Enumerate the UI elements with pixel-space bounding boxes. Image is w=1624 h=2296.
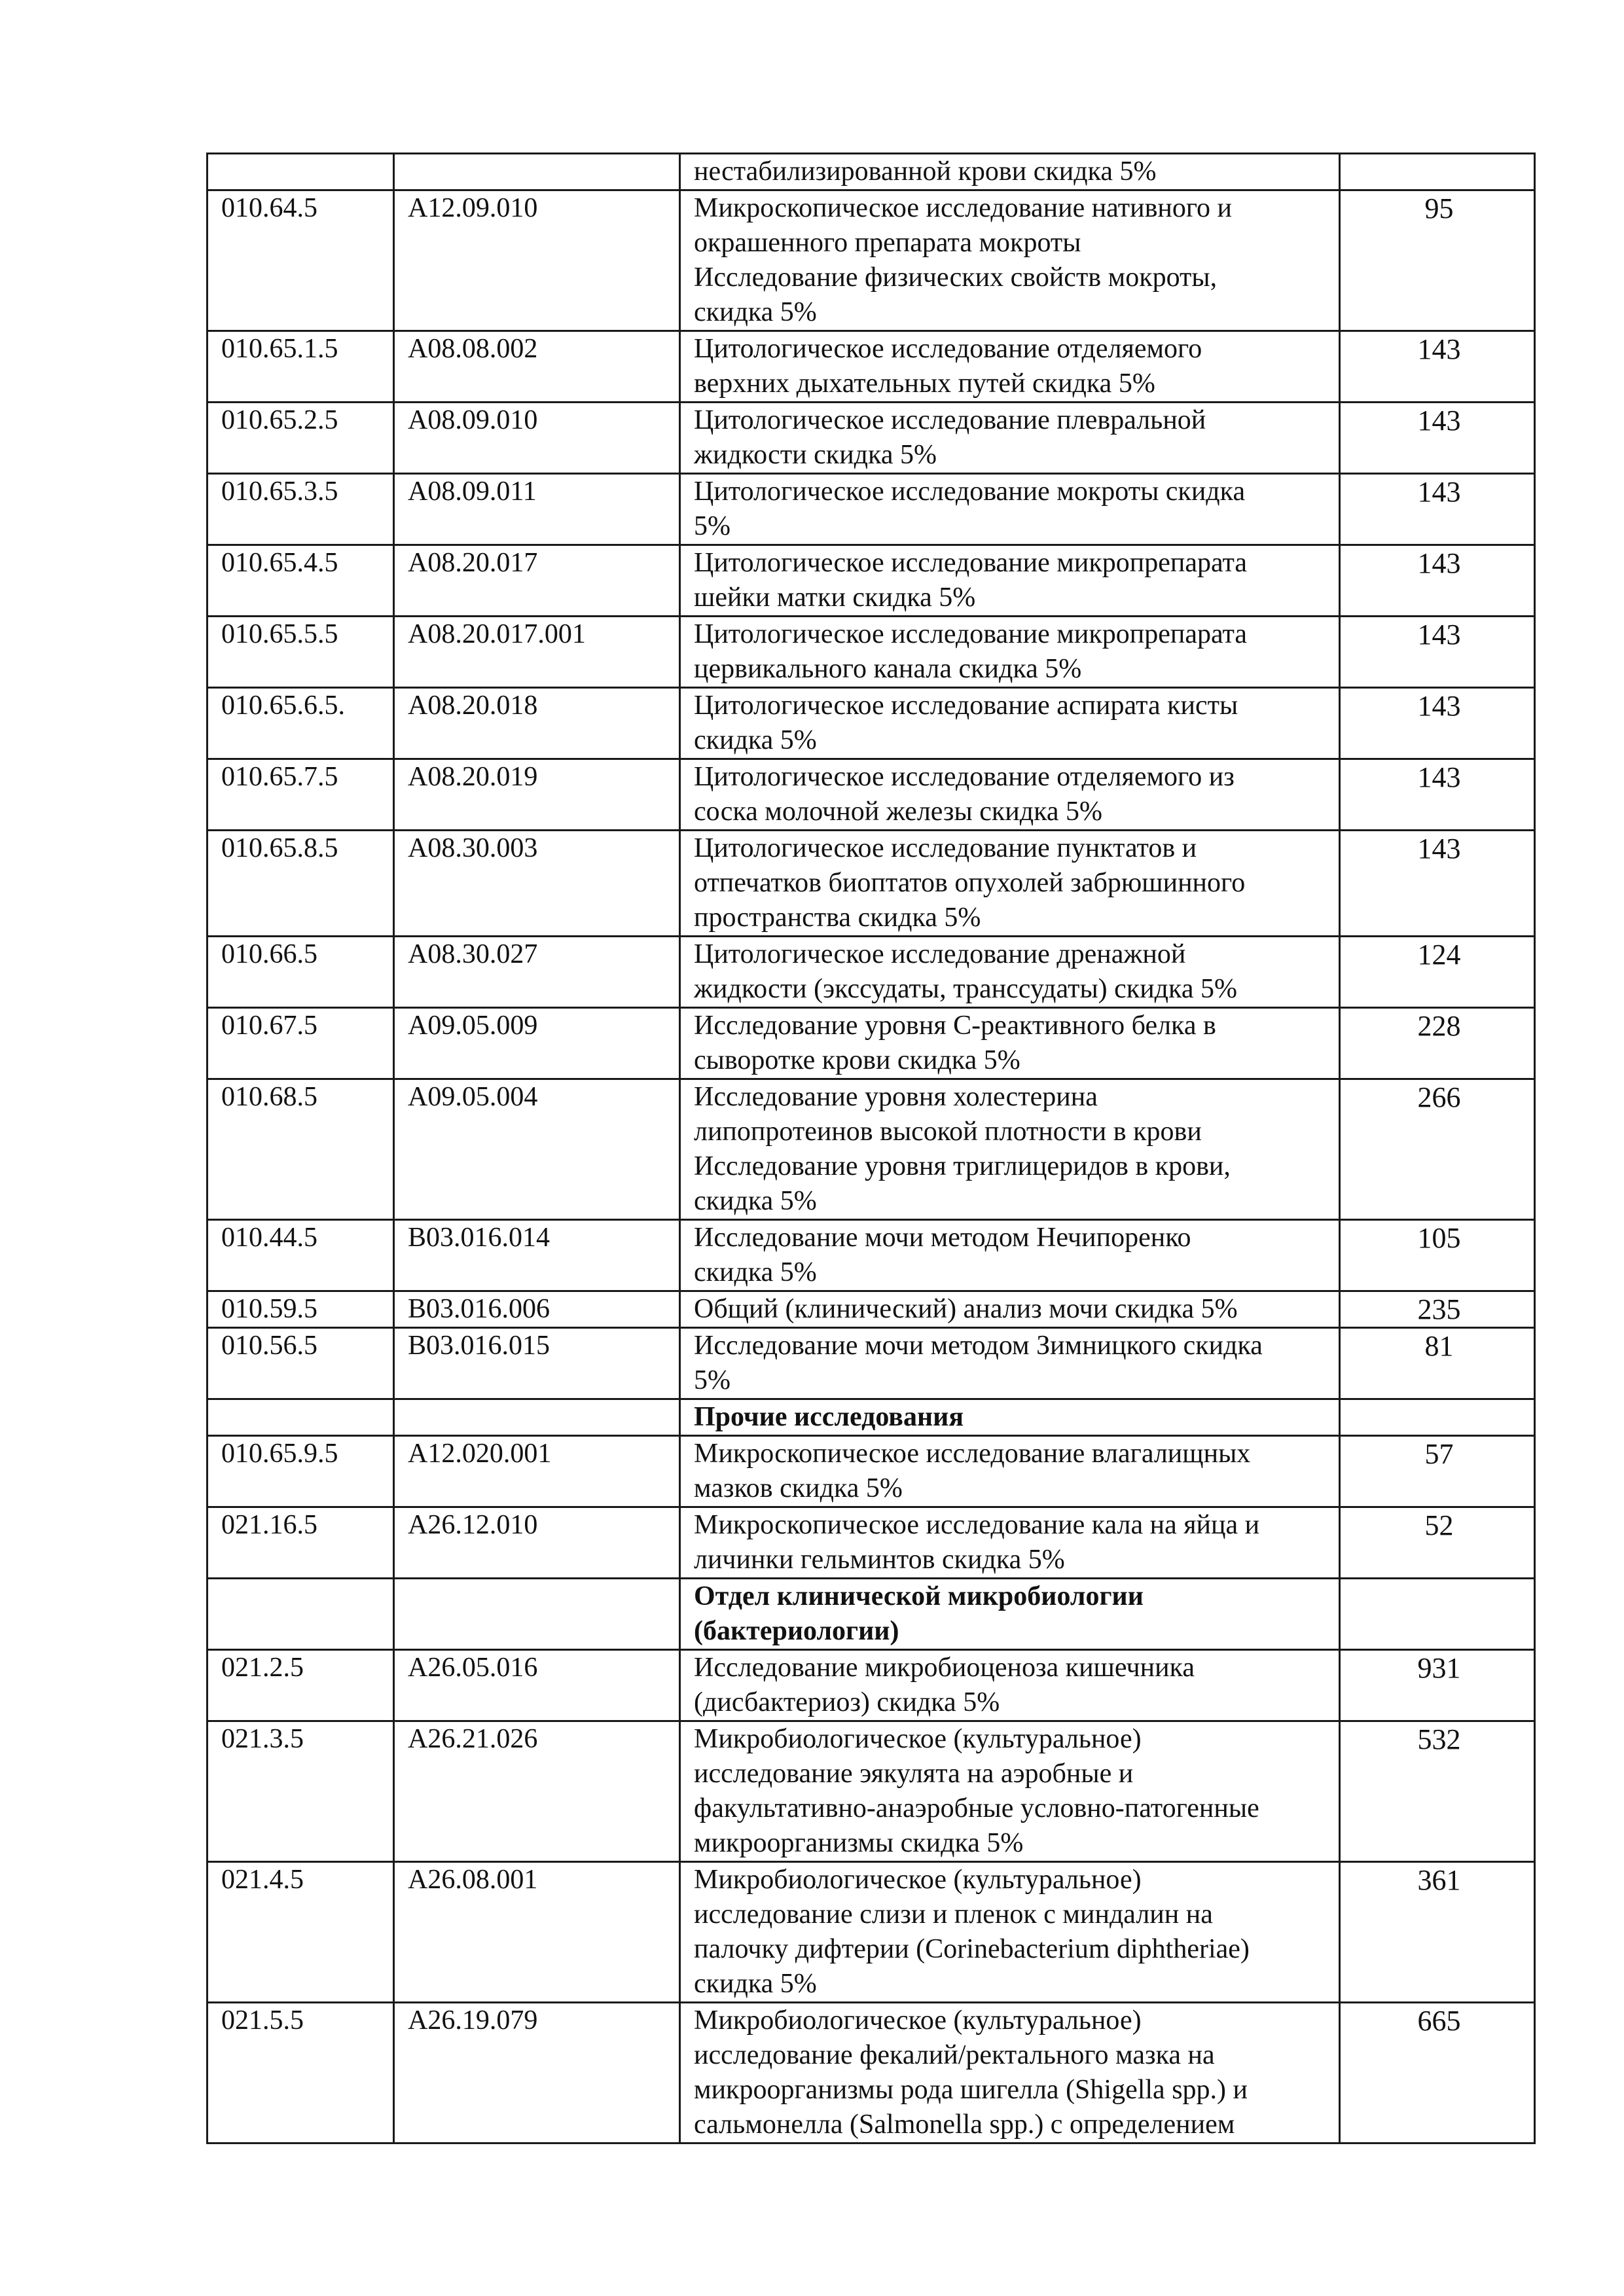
description-line: Отдел клинической микробиологии: [694, 1581, 1144, 1611]
description-line: Исследование уровня холестерина: [694, 1082, 1098, 1112]
description-line: шейки матки скидка 5%: [694, 583, 976, 613]
service-code: 021.3.5: [208, 1721, 394, 1862]
service-description: [680, 1328, 1340, 1399]
description-line: цервикального канала скидка 5%: [694, 654, 1082, 684]
description-line: Микробиологическое (культуральное): [694, 1865, 1142, 1895]
description-line: мазков скидка 5%: [694, 1473, 903, 1503]
nomenclature-code: А08.09.011: [394, 474, 680, 545]
nomenclature-code: А08.20.017.001: [394, 617, 680, 688]
nomenclature-code: А08.20.019: [394, 759, 680, 831]
service-description: [680, 2003, 1340, 2144]
table-row: [208, 1650, 1535, 1721]
service-code: 010.65.3.5: [208, 474, 394, 545]
service-price: [1340, 1399, 1535, 1436]
service-description: [680, 1436, 1340, 1507]
description-line: микроорганизмы скидка 5%: [694, 1828, 1024, 1858]
table-row: [208, 1079, 1535, 1220]
nomenclature-code: А12.09.010: [394, 190, 680, 331]
description-line: Исследование уровня С-реактивного белка в: [694, 1011, 1216, 1041]
service-price: 52: [1340, 1507, 1535, 1579]
service-code: 010.68.5: [208, 1079, 394, 1220]
description-line: отпечатков биоптатов опухолей забрюшинного: [694, 868, 1246, 898]
description-line: скидка 5%: [694, 1186, 817, 1216]
service-price: 143: [1340, 688, 1535, 759]
service-description: [680, 190, 1340, 331]
description-line: сыворотке крови скидка 5%: [694, 1045, 1020, 1075]
description-line: соска молочной железы скидка 5%: [694, 797, 1103, 827]
description-line: Цитологическое исследование микропрепарата: [694, 548, 1248, 578]
description-line: Цитологическое исследование аспирата кисты: [694, 691, 1238, 721]
description-line: Общий (клинический) анализ мочи скидка 5%: [694, 1294, 1238, 1324]
description-line: Микробиологическое (культуральное): [694, 2005, 1142, 2036]
service-price: 266: [1340, 1079, 1535, 1220]
service-price: 81: [1340, 1328, 1535, 1399]
nomenclature-code: В03.016.015: [394, 1328, 680, 1399]
description-line: Цитологическое исследование пунктатов и: [694, 833, 1197, 863]
description-line: Исследование уровня триглицеридов в крови,: [694, 1151, 1231, 1181]
section-title: [680, 1579, 1340, 1650]
service-code: 010.64.5: [208, 190, 394, 331]
section-title: [680, 1399, 1340, 1436]
service-price: 361: [1340, 1862, 1535, 2003]
description-line: жидкости скидка 5%: [694, 440, 937, 470]
description-line: нестабилизированной крови скидка 5%: [694, 156, 1157, 187]
description-line: Цитологическое исследование мокроты скидка: [694, 476, 1246, 507]
nomenclature-code: [394, 1399, 680, 1436]
service-price: 95: [1340, 190, 1535, 331]
nomenclature-code: А08.20.017: [394, 545, 680, 617]
description-line: пространства скидка 5%: [694, 903, 981, 933]
service-code: 010.44.5: [208, 1220, 394, 1291]
service-description: [680, 1721, 1340, 1862]
table-row: [208, 1721, 1535, 1862]
nomenclature-code: В03.016.006: [394, 1291, 680, 1328]
nomenclature-code: А08.30.027: [394, 937, 680, 1008]
nomenclature-code: А26.08.001: [394, 1862, 680, 2003]
service-price: 143: [1340, 831, 1535, 937]
nomenclature-code: А08.09.010: [394, 403, 680, 474]
service-code: 010.65.1.5: [208, 331, 394, 403]
description-line: Цитологическое исследование отделяемого: [694, 334, 1202, 364]
description-line: скидка 5%: [694, 1969, 817, 1999]
description-line: Микробиологическое (культуральное): [694, 1724, 1142, 1754]
service-description: [680, 331, 1340, 403]
service-price: 235: [1340, 1291, 1535, 1328]
nomenclature-code: А09.05.004: [394, 1079, 680, 1220]
table-row: [208, 759, 1535, 831]
nomenclature-code: А26.05.016: [394, 1650, 680, 1721]
description-line: Микроскопическое исследование кала на яйца и: [694, 1510, 1260, 1540]
description-line: факультативно-анаэробные условно-патогенные: [694, 1793, 1259, 1823]
description-line: Цитологическое исследование дренажной: [694, 939, 1186, 969]
nomenclature-code: А26.21.026: [394, 1721, 680, 1862]
service-description: [680, 617, 1340, 688]
description-line: 5%: [694, 1365, 731, 1395]
description-line: Исследование микробиоценоза кишечника: [694, 1653, 1195, 1683]
table-row: [208, 617, 1535, 688]
service-description: [680, 1079, 1340, 1220]
service-description: [680, 1507, 1340, 1579]
nomenclature-code: А08.30.003: [394, 831, 680, 937]
description-line: Исследование мочи методом Зимницкого скидка: [694, 1331, 1263, 1361]
description-line: (дисбактериоз) скидка 5%: [694, 1687, 1000, 1717]
service-price: 143: [1340, 474, 1535, 545]
service-description: [680, 1220, 1340, 1291]
service-price: 228: [1340, 1008, 1535, 1079]
service-description: [680, 831, 1340, 937]
service-code: 010.65.2.5: [208, 403, 394, 474]
nomenclature-code: А26.12.010: [394, 1507, 680, 1579]
table-row: [208, 403, 1535, 474]
table-row: [208, 2003, 1535, 2144]
service-code: 010.56.5: [208, 1328, 394, 1399]
description-line: исследование эякулята на аэробные и: [694, 1759, 1134, 1789]
description-line: верхних дыхательных путей скидка 5%: [694, 368, 1155, 399]
description-line: Исследование физических свойств мокроты,: [694, 262, 1218, 293]
table-row: [208, 1220, 1535, 1291]
service-price: 57: [1340, 1436, 1535, 1507]
description-line: микроорганизмы рода шигелла (Shigella spp.) и: [694, 2075, 1248, 2105]
service-description: [680, 1650, 1340, 1721]
description-line: жидкости (экссудаты, транссудаты) скидка 5%: [694, 974, 1237, 1004]
description-line: Исследование мочи методом Нечипоренко: [694, 1223, 1191, 1253]
service-code: 010.65.6.5.: [208, 688, 394, 759]
description-line: палочку дифтерии (Corinebacterium diphtheriae): [694, 1934, 1250, 1964]
service-code: 010.65.5.5: [208, 617, 394, 688]
service-price: 143: [1340, 403, 1535, 474]
service-code: 021.16.5: [208, 1507, 394, 1579]
table-row: [208, 545, 1535, 617]
service-description: [680, 1291, 1340, 1328]
table-row: [208, 1436, 1535, 1507]
service-description: [680, 1008, 1340, 1079]
service-price: 105: [1340, 1220, 1535, 1291]
table-row: [208, 331, 1535, 403]
service-code: 010.66.5: [208, 937, 394, 1008]
table-row: [208, 1291, 1535, 1328]
service-description: [680, 154, 1340, 190]
service-price: 532: [1340, 1721, 1535, 1862]
service-price: 124: [1340, 937, 1535, 1008]
description-line: сальмонелла (Salmonella spp.) с определением: [694, 2109, 1235, 2140]
description-line: 5%: [694, 511, 731, 541]
service-code: [208, 154, 394, 190]
service-price: 665: [1340, 2003, 1535, 2144]
service-description: [680, 474, 1340, 545]
section-header-row: [208, 1579, 1535, 1650]
table-row: [208, 190, 1535, 331]
description-line: Микроскопическое исследование нативного и: [694, 193, 1233, 223]
description-line: Микроскопическое исследование влагалищных: [694, 1439, 1251, 1469]
description-line: Цитологическое исследование плевральной: [694, 405, 1206, 435]
service-description: [680, 1862, 1340, 2003]
description-line: личинки гельминтов скидка 5%: [694, 1545, 1065, 1575]
service-code: 010.59.5: [208, 1291, 394, 1328]
description-line: исследование слизи и пленок с миндалин на: [694, 1899, 1213, 1929]
service-code: 021.4.5: [208, 1862, 394, 2003]
table-row: [208, 154, 1535, 190]
description-line: липопротеинов высокой плотности в крови: [694, 1117, 1202, 1147]
service-code: 010.65.4.5: [208, 545, 394, 617]
service-description: [680, 759, 1340, 831]
table-row: [208, 1507, 1535, 1579]
service-price: 931: [1340, 1650, 1535, 1721]
service-price: [1340, 1579, 1535, 1650]
service-code: 021.2.5: [208, 1650, 394, 1721]
service-code: 010.67.5: [208, 1008, 394, 1079]
nomenclature-code: А12.020.001: [394, 1436, 680, 1507]
service-price: 143: [1340, 759, 1535, 831]
price-list-table: [206, 152, 1536, 2144]
table-row: [208, 1862, 1535, 2003]
nomenclature-code: В03.016.014: [394, 1220, 680, 1291]
table-row: [208, 1328, 1535, 1399]
table-row: [208, 688, 1535, 759]
service-code: 010.65.9.5: [208, 1436, 394, 1507]
nomenclature-code: [394, 1579, 680, 1650]
description-line: скидка 5%: [694, 1257, 817, 1287]
service-description: [680, 937, 1340, 1008]
service-price: [1340, 154, 1535, 190]
service-price: 143: [1340, 545, 1535, 617]
nomenclature-code: А26.19.079: [394, 2003, 680, 2144]
table-row: [208, 831, 1535, 937]
description-line: скидка 5%: [694, 725, 817, 755]
service-code: 010.65.7.5: [208, 759, 394, 831]
service-code: [208, 1579, 394, 1650]
service-price: 143: [1340, 617, 1535, 688]
service-description: [680, 403, 1340, 474]
service-code: 021.5.5: [208, 2003, 394, 2144]
description-line: исследование фекалий/ректального мазка на: [694, 2040, 1215, 2070]
service-description: [680, 688, 1340, 759]
service-price: 143: [1340, 331, 1535, 403]
service-description: [680, 545, 1340, 617]
table-row: [208, 1008, 1535, 1079]
service-code: 010.65.8.5: [208, 831, 394, 937]
nomenclature-code: А08.08.002: [394, 331, 680, 403]
service-code: [208, 1399, 394, 1436]
price-list-body: [208, 154, 1535, 2144]
nomenclature-code: А09.05.009: [394, 1008, 680, 1079]
nomenclature-code: А08.20.018: [394, 688, 680, 759]
section-header-row: [208, 1399, 1535, 1436]
description-line: скидка 5%: [694, 297, 817, 327]
description-line: Цитологическое исследование микропрепарата: [694, 619, 1248, 649]
description-line: Прочие исследования: [694, 1402, 964, 1432]
description-line: окрашенного препарата мокроты: [694, 228, 1081, 258]
nomenclature-code: [394, 154, 680, 190]
table-row: [208, 474, 1535, 545]
description-line: (бактериологии): [694, 1616, 899, 1646]
description-line: Цитологическое исследование отделяемого из: [694, 762, 1235, 792]
table-row: [208, 937, 1535, 1008]
